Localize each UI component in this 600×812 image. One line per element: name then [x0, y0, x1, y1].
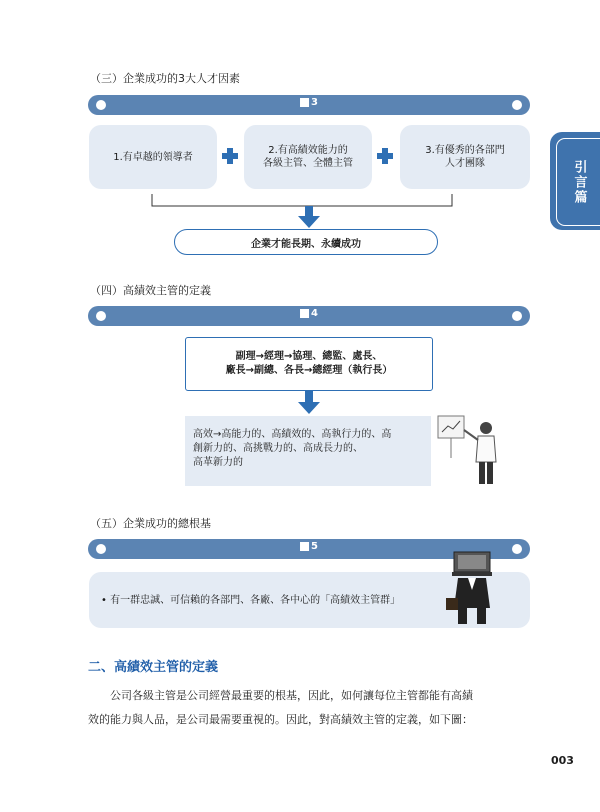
figure5-label	[300, 541, 318, 552]
factor-box-team: 3.有優秀的各部門 人才團隊	[400, 125, 530, 189]
section3-heading: （三）企業成功的3大人才因素	[90, 72, 240, 85]
figure5-number: 5	[311, 541, 318, 552]
bar-dot-left	[96, 544, 106, 554]
rank-box: 副理→經理→協理、總監、處長、 廠長→副總、各長→總經理（執行長）	[185, 337, 433, 391]
side-tab-label: 引言篇	[571, 159, 587, 205]
down-arrow-icon	[298, 216, 320, 228]
chapter2-title: 二、高績效主管的定義	[88, 660, 219, 675]
figure3-label	[300, 97, 318, 108]
figure-square-icon	[300, 542, 309, 551]
figure4-label	[300, 308, 318, 319]
figure-square-icon	[300, 98, 309, 107]
section4-heading: （四）高績效主管的定義	[90, 284, 211, 297]
bar-dot-right	[512, 544, 522, 554]
factor-box-managers: 2.有高績效能力的 各級主管、全體主管	[244, 125, 372, 189]
chapter-side-tab	[550, 132, 600, 230]
down-arrow-icon	[298, 402, 320, 414]
figure4-bar	[88, 306, 530, 326]
result-pill	[174, 229, 438, 255]
chapter2-para-line2: 效的能力與人品，是公司最需要重視的。因此，對高績效主管的定義，如下圖：	[88, 713, 473, 726]
bar-dot-left	[96, 100, 106, 110]
result-text: 企業才能長期、永續成功	[251, 238, 361, 250]
plus-icon	[377, 148, 393, 164]
definition-box: 高效→高能力的、高績效的、高執行力的、高 創新力的、高挑戰力的、高成長力的、 高革新力的	[185, 416, 431, 486]
figure3-bar	[88, 95, 530, 115]
page-number: 003	[551, 754, 574, 767]
section5-heading: （五）企業成功的總根基	[90, 517, 211, 530]
figure-square-icon	[300, 309, 309, 318]
bar-dot-right	[512, 100, 522, 110]
businessman-laptop-icon	[444, 546, 506, 626]
factor-box-leader: 1.有卓越的領導者	[89, 125, 217, 189]
figure3-number: 3	[311, 97, 318, 108]
figure4-number: 4	[311, 308, 318, 319]
chapter2-para-line1: 公司各級主管是公司經營最重要的根基，因此，如何讓每位主管都能有高績	[110, 689, 473, 702]
side-tab-frame	[556, 138, 600, 226]
bar-dot-left	[96, 311, 106, 321]
foundation-bullet-text: • 有一群忠誠、可信賴的各部門、各廠、各中心的「高績效主管群」	[101, 594, 401, 606]
presenter-figure-icon	[434, 412, 514, 488]
plus-icon	[222, 148, 238, 164]
bar-dot-right	[512, 311, 522, 321]
